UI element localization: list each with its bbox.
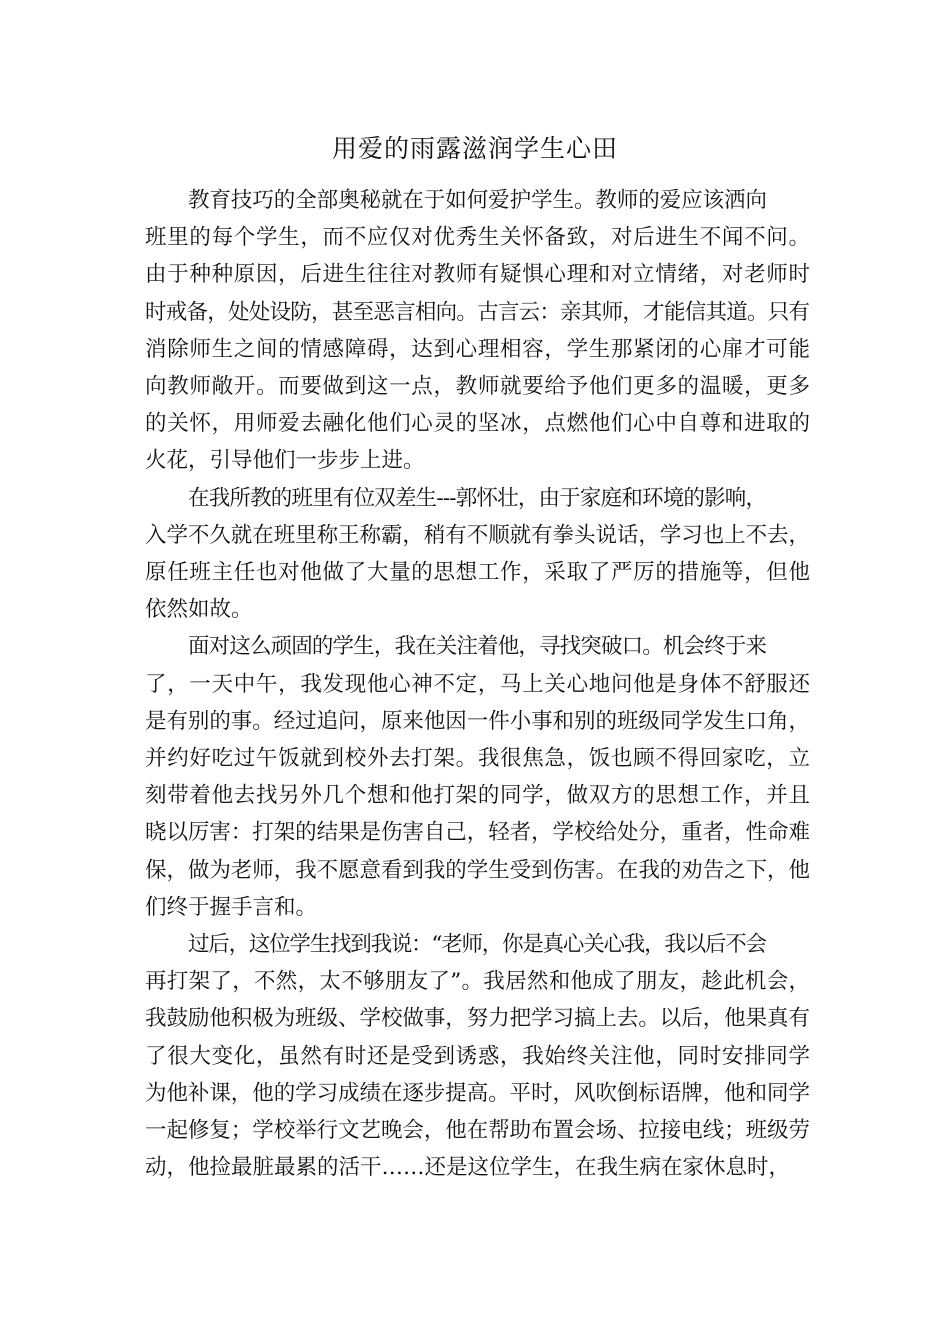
document-body (145, 182, 810, 1186)
text-line: 保，做为老师，我不愿意看到我的学生受到伤害。在我的劝告之下，他 (145, 857, 810, 883)
text-line: 是有别的事。经过追问，原来他因一件小事和别的班级同学发生口角， (145, 708, 810, 734)
text-line: 在我所教的班里有位双差生---郭怀壮，由于家庭和环境的影响， (188, 485, 767, 511)
text-line: 一起修复；学校举行文艺晚会，他在帮助布置会场、拉接电线；班级劳 (145, 1118, 810, 1144)
text-line: 教育技巧的全部奥秘就在于如何爱护学生。教师的爱应该洒向 (188, 188, 767, 213)
text-line: 并约好吃过午饭就到校外去打架。我很焦急，饭也顾不得回家吃，立 (145, 746, 811, 772)
text-line: 向教师敞开。而要做到这一点，教师就要给予他们更多的温暖，更多 (145, 374, 811, 400)
text-line: 过后，这位学生找到我说：“老师，你是真心关心我，我以后不会 (188, 932, 766, 958)
text-line: 们终于握手言和。 (145, 894, 318, 920)
text-line: 面对这么顽固的学生，我在关注着他，寻找突破口。机会终于来 (188, 634, 767, 660)
paragraph-3 (145, 628, 810, 926)
text-line: 为他补课，他的学习成绩在逐步提高。平时，风吹倒标语牌，他和同学 (145, 1080, 810, 1106)
text-line: 班里的每个学生，而不应仅对优秀生关怀备致，对后进生不闻不问。 (145, 225, 811, 251)
text-line: 再打架了，不然，太不够朋友了”。我居然和他成了朋友，趁此机会， (145, 969, 811, 995)
text-line: 时戒备，处处设防，甚至恶言相向。古言云：亲其师，才能信其道。只有 (145, 299, 810, 325)
document-title: 用爱的雨露滋润学生心田 (331, 134, 618, 163)
text-line: 晓以厉害：打架的结果是伤害自己，轻者，学校给处分，重者，性命难 (145, 820, 810, 846)
text-line: 了很大变化，虽然有时还是受到诱惑，我始终关注他，同时安排同学 (145, 1043, 811, 1069)
text-line: 入学不久就在班里称王称霸，稍有不顺就有拳头说话，学习也上不去， (145, 522, 810, 548)
text-line: 动，他捡最脏最累的活干……还是这位学生，在我生病在家休息时， (145, 1155, 791, 1181)
text-line: 原任班主任也对他做了大量的思想工作，采取了严厉的措施等，但他 (145, 560, 811, 586)
text-line: 了，一天中午，我发现他心神不定，马上关心地问他是身体不舒服还 (145, 671, 811, 697)
text-line: 刻带着他去找另外几个想和他打架的同学，做双方的思想工作，并且 (145, 783, 811, 809)
text-line: 火花，引导他们一步步上进。 (145, 448, 425, 474)
text-line: 依然如故。 (145, 597, 253, 623)
text-line: 的关怀，用师爱去融化他们心灵的坚冰，点燃他们心中自尊和进取的 (145, 411, 811, 437)
text-line: 由于种种原因，后进生往往对教师有疑惧心理和对立情绪，对老师时 (145, 262, 811, 288)
paragraph-2 (145, 480, 810, 629)
paragraph-4 (145, 926, 810, 1186)
text-line: 我鼓励他积极为班级、学校做事，努力把学习搞上去。以后，他果真有 (145, 1006, 810, 1032)
text-line: 消除师生之间的情感障碍，达到心理相容，学生那紧闭的心扉才可能 (145, 336, 811, 362)
paragraph-1 (145, 182, 810, 480)
